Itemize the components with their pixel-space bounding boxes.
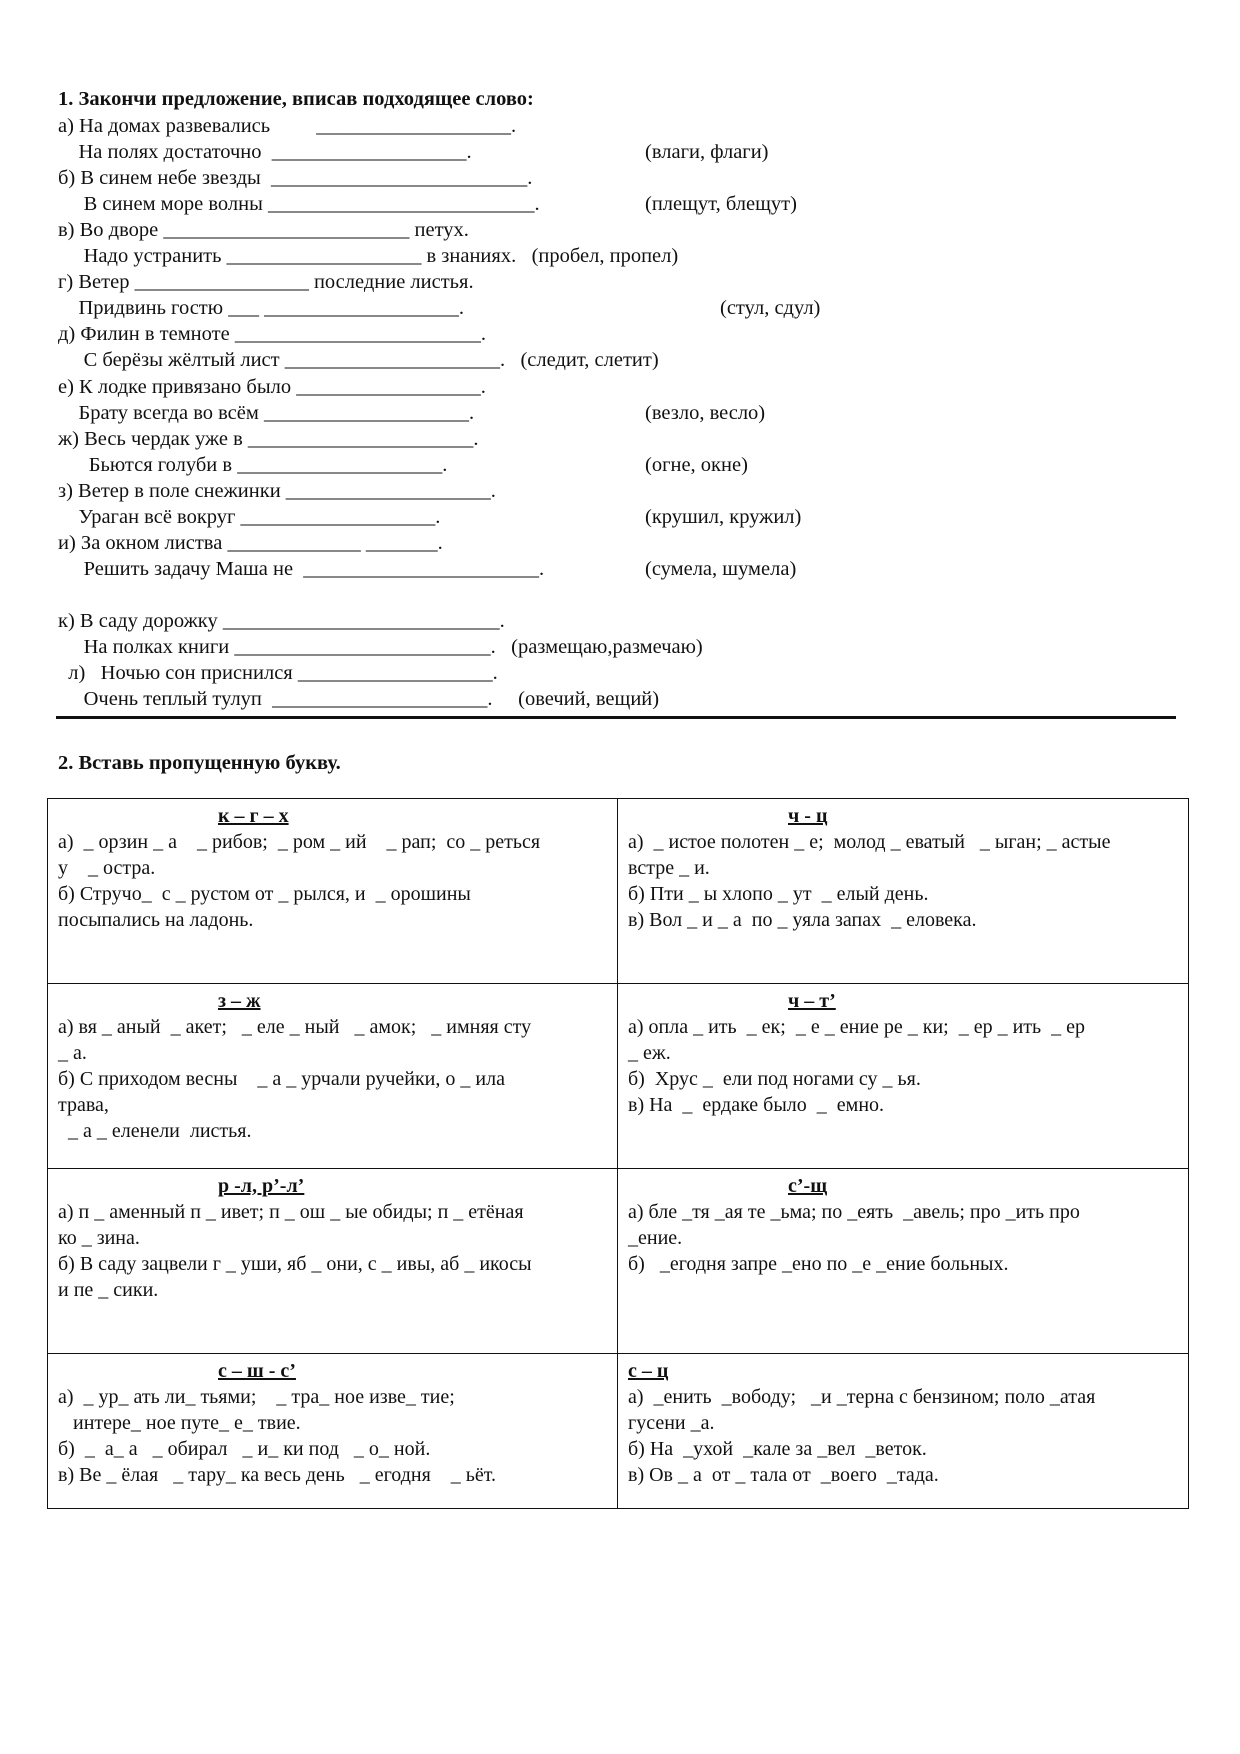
exercise-text-line: у _ остра. bbox=[58, 857, 156, 879]
letter-pair-heading: к – г – х bbox=[218, 805, 289, 827]
exercise-1-line: г) Ветер _________________ последние листья. bbox=[58, 271, 474, 294]
exercise-text-line: а) п _ аменный п _ ивет; п _ ош _ ые обиды; п _ етёная bbox=[58, 1201, 524, 1223]
exercise-text-line: б) Пти _ ы хлопо _ ут _ елый день. bbox=[628, 883, 929, 905]
exercise-1-title: 1. Закончи предложение, вписав подходящее слово: bbox=[58, 88, 534, 110]
exercise-2-table bbox=[47, 798, 1189, 1509]
exercise-text-line: _ а _ еленели листья. bbox=[58, 1120, 252, 1142]
exercise-1-line: В синем море волны __________________________. bbox=[58, 193, 540, 216]
word-choice-hint: (крушил, кружил) bbox=[645, 505, 802, 528]
exercise-1-line: Бьются голуби в ____________________. bbox=[58, 453, 448, 476]
exercise-text-line: б) _ а_ а _ обирал _ и_ ки под _ о_ ной. bbox=[58, 1438, 431, 1460]
exercise-1-line: д) Филин в темноте ________________________. bbox=[58, 323, 486, 346]
exercise-1-line: ж) Весь чердак уже в ______________________. bbox=[58, 427, 479, 450]
exercise-text-line: _ еж. bbox=[628, 1042, 671, 1064]
word-choice-hint: (влаги, флаги) bbox=[645, 141, 769, 164]
exercise-text-line: в) Ве _ ёлая _ тару_ ка весь день _ егодня _ ьёт. bbox=[58, 1464, 497, 1486]
exercise-1-line: б) В синем небе звезды _________________________. bbox=[58, 167, 533, 190]
exercise-1-line: Ураган всё вокруг ___________________. bbox=[58, 505, 441, 528]
letter-pair-heading: з – ж bbox=[218, 990, 261, 1012]
exercise-text-line: б) На _ухой _кале за _вел _веток. bbox=[628, 1438, 927, 1460]
exercise-1-line: На полях достаточно ___________________. bbox=[58, 141, 472, 164]
exercise-text-line: посыпались на ладонь. bbox=[58, 909, 254, 931]
exercise-text-line: а) вя _ аный _ акет; _ еле _ ный _ амок; _ имняя сту bbox=[58, 1016, 532, 1038]
exercise-text-line: в) На _ ердаке было _ емно. bbox=[628, 1094, 885, 1116]
exercise-1-line: з) Ветер в поле снежинки ____________________. bbox=[58, 479, 496, 502]
word-choice-hint: (везло, весло) bbox=[645, 401, 766, 424]
exercise-1-line: в) Во дворе ________________________ петух. bbox=[58, 219, 469, 242]
exercise-1-line: л) Ночью сон приснился ___________________. bbox=[58, 662, 498, 685]
letter-pair-heading: ч - ц bbox=[788, 805, 828, 827]
exercise-2-title: 2. Вставь пропущенную букву. bbox=[58, 752, 341, 774]
exercise-text-line: _ а. bbox=[58, 1042, 87, 1064]
exercise-1-line: а) На домах развевались ___________________. bbox=[58, 115, 517, 137]
letter-exercise-cell bbox=[48, 799, 618, 984]
letter-exercise-cell bbox=[618, 1354, 1189, 1509]
exercise-1-line: к) В саду дорожку ___________________________. bbox=[58, 609, 505, 632]
word-choice-hint: (стул, сдул) bbox=[720, 297, 821, 320]
exercise-text-line: _ение. bbox=[628, 1227, 683, 1249]
exercise-1-line: Надо устранить ___________________ в знаниях. (пробел, пропел) bbox=[58, 245, 679, 268]
exercise-text-line: а) _ ур_ ать ли_ тьями; _ тра_ ное изве_ тие; bbox=[58, 1386, 455, 1408]
section-divider bbox=[56, 716, 1176, 719]
exercise-1-line: Придвинь гостю ___ ___________________. bbox=[58, 297, 464, 320]
exercise-text-line: а) _енить _вободу; _и _терна с бензином; поло _атая bbox=[628, 1386, 1096, 1408]
letter-exercise-cell bbox=[48, 984, 618, 1169]
exercise-1-line: Решить задачу Маша не _______________________. bbox=[58, 557, 545, 580]
exercise-1-line: С берёзы жёлтый лист _____________________. (следит, слетит) bbox=[58, 349, 659, 372]
word-choice-hint: (огне, окне) bbox=[645, 453, 748, 476]
exercise-text-line: б) Стручо_ с _ рустом от _ рылся, и _ орошины bbox=[58, 883, 471, 905]
exercise-1-line: и) За окном листва _____________ _______. bbox=[58, 531, 443, 554]
exercise-text-line: а) _ орзин _ а _ рибов; _ ром _ ий _ рап; со _ реться bbox=[58, 831, 541, 853]
exercise-text-line: встре _ и. bbox=[628, 857, 710, 879]
word-choice-hint: (плещут, блещут) bbox=[645, 193, 797, 216]
letter-pair-heading: с – ц bbox=[628, 1360, 669, 1382]
exercise-text-line: гусени _а. bbox=[628, 1412, 715, 1434]
letter-pair-heading: р -л, р’-л’ bbox=[218, 1175, 305, 1197]
exercise-text-line: а) _ истое полотен _ е; молод _ еватый _ ыган; _ астые bbox=[628, 831, 1111, 853]
letter-pair-heading: с – ш - с’ bbox=[218, 1360, 296, 1382]
exercise-1-line: Брату всегда во всём ____________________. bbox=[58, 401, 475, 424]
word-choice-hint: (сумела, шумела) bbox=[645, 557, 797, 580]
exercise-text-line: ко _ зина. bbox=[58, 1227, 140, 1249]
exercise-text-line: а) бле _тя _ая те _ьма; по _еять _авель; про _ить про bbox=[628, 1201, 1080, 1223]
exercise-text-line: б) Хрус _ ели под ногами су _ ья. bbox=[628, 1068, 921, 1090]
letter-exercise-cell bbox=[618, 984, 1189, 1169]
exercise-text-line: б) _егодня запре _ено по _е _ение больных. bbox=[628, 1253, 1009, 1275]
letter-exercise-cell bbox=[48, 1169, 618, 1354]
exercise-1-line: Очень теплый тулуп _____________________. (овечий, вещий) bbox=[58, 688, 660, 711]
letter-pair-heading: ч – т’ bbox=[788, 990, 836, 1012]
exercise-text-line: и пе _ сики. bbox=[58, 1279, 159, 1301]
letter-exercise-cell bbox=[618, 799, 1189, 984]
letter-exercise-cell bbox=[618, 1169, 1189, 1354]
exercise-1-line: На полках книги _________________________. (размещаю,размечаю) bbox=[58, 636, 703, 658]
letter-pair-heading: с’-щ bbox=[788, 1175, 828, 1197]
exercise-text-line: в) Вол _ и _ а по _ уяла запах _ еловека. bbox=[628, 909, 977, 931]
exercise-text-line: б) В саду зацвели г _ уши, яб _ они, с _ ивы, аб _ икосы bbox=[58, 1253, 532, 1275]
exercise-text-line: трава, bbox=[58, 1094, 109, 1116]
exercise-1-line: е) К лодке привязано было __________________. bbox=[58, 375, 486, 398]
exercise-text-line: интере_ ное путе_ е_ твие. bbox=[58, 1412, 301, 1434]
letter-exercise-cell bbox=[48, 1354, 618, 1509]
exercise-text-line: в) Ов _ а от _ тала от _воего _тада. bbox=[628, 1464, 939, 1486]
exercise-text-line: б) С приходом весны _ а _ урчали ручейки, о _ ила bbox=[58, 1068, 505, 1090]
exercise-text-line: а) опла _ ить _ ек; _ е _ ение ре _ ки; _ ер _ ить _ ер bbox=[628, 1016, 1086, 1038]
